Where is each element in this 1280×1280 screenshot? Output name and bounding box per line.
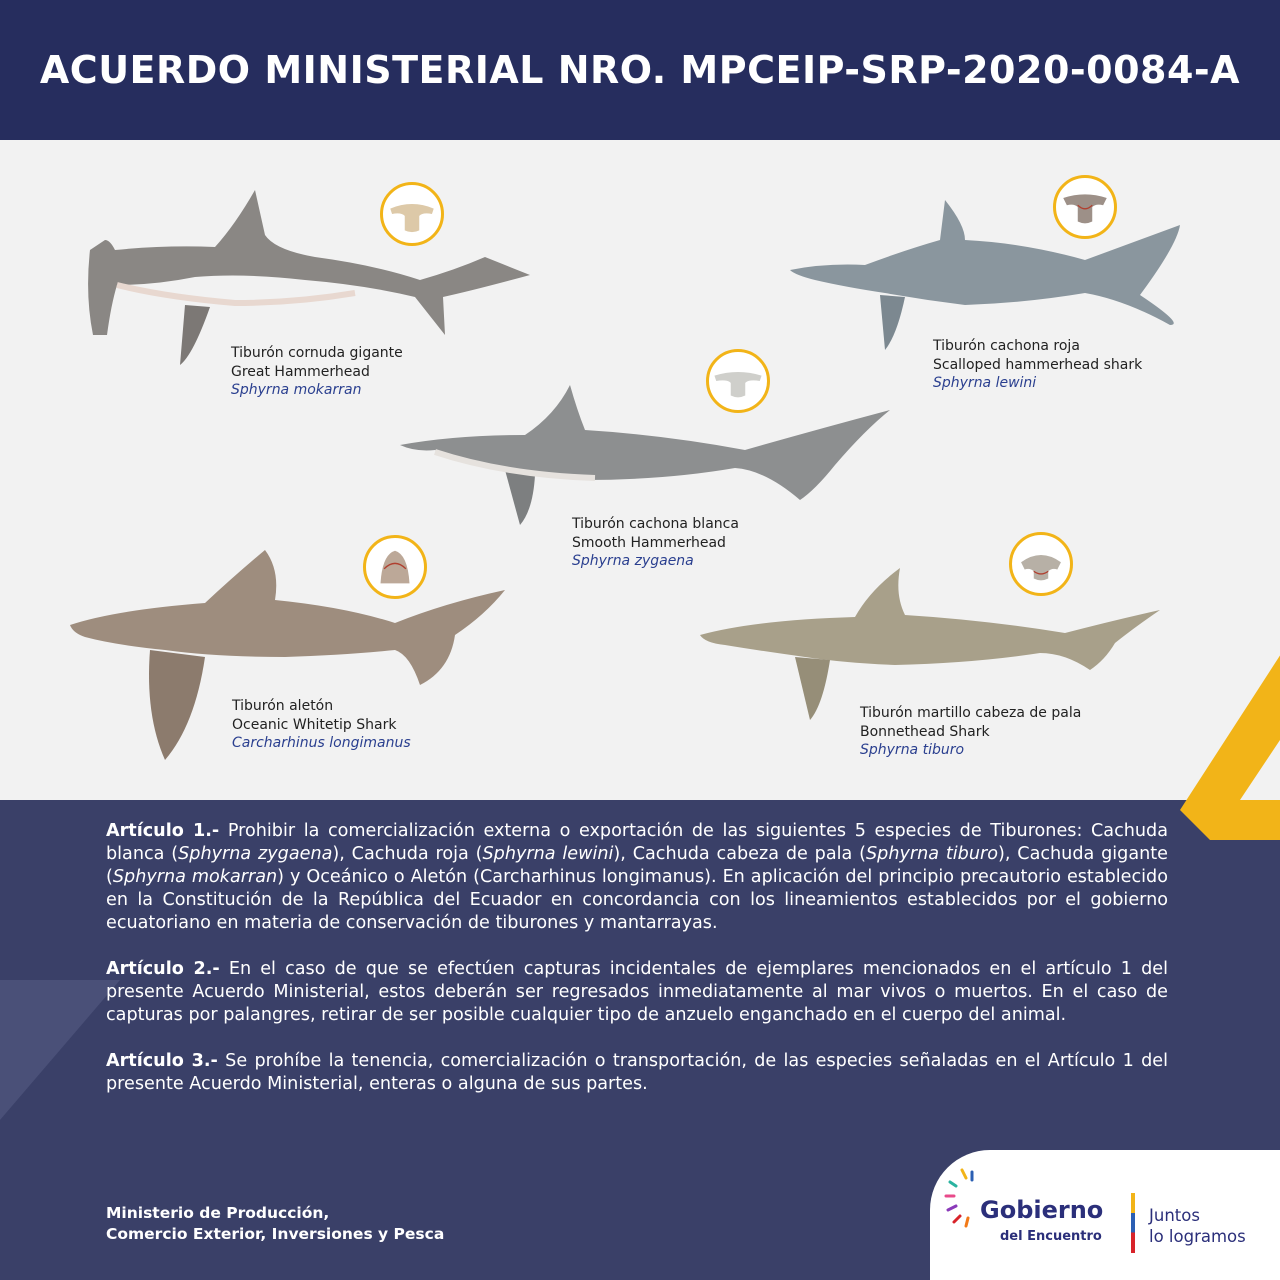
ministry-name — [106, 1203, 444, 1245]
article-text: ), Cachuda gigante ( — [106, 844, 1168, 887]
slogan-line-2: lo logramos — [1149, 1227, 1246, 1246]
species-scientific-name: Sphyrna tiburo — [860, 742, 965, 758]
smooth-hammerhead-head-detail — [706, 349, 770, 413]
species-scientific-name: Carcharhinus longimanus — [232, 735, 411, 751]
article-1-label: Artículo 1.- — [106, 821, 220, 841]
species-panel — [0, 140, 1280, 800]
article-scientific-name: Sphyrna lewini — [482, 844, 614, 864]
article-2-label: Artículo 2.- — [106, 959, 220, 979]
species-caption-smooth-hammerhead — [572, 515, 739, 571]
slogan-line-1: Juntos — [1149, 1206, 1200, 1225]
logo-divider — [1131, 1193, 1135, 1253]
article-2 — [106, 958, 1168, 1027]
articles-section — [106, 820, 1168, 1119]
species-scientific-name: Sphyrna mokarran — [231, 382, 362, 398]
species-scientific-name: Sphyrna zygaena — [572, 553, 694, 569]
oceanic-whitetip-head-detail — [363, 535, 427, 599]
species-common-name-es: Tiburón cornuda gigante — [231, 345, 403, 361]
species-common-name-es: Tiburón martillo cabeza de pala — [860, 705, 1082, 721]
great-hammerhead-head-detail — [380, 182, 444, 246]
article-scientific-name: Sphyrna zygaena — [178, 844, 333, 864]
scalloped-hammerhead-illustration — [785, 195, 1205, 355]
article-1 — [106, 820, 1168, 935]
species-common-name-en: Oceanic Whitetip Shark — [232, 716, 397, 733]
faint-triangle-decoration — [0, 980, 120, 1120]
species-caption-scalloped-hammerhead — [933, 337, 1142, 393]
ministry-line-1: Ministerio de Producción, — [106, 1204, 330, 1222]
ministry-line-2: Comercio Exterior, Inversiones y Pesca — [106, 1225, 445, 1243]
article-scientific-name: Sphyrna tiburo — [865, 844, 998, 864]
gobierno-logo-mark-icon — [942, 1168, 982, 1234]
species-caption-bonnethead — [860, 704, 1081, 760]
species-common-name-es: Tiburón cachona roja — [933, 338, 1080, 354]
species-caption-great-hammerhead — [231, 344, 403, 400]
article-text: En el caso de que se efectúen capturas incidentales de ejemplares mencionados en el artículo 1 del presente Acuerdo Ministerial, estos deberán ser regresados inmediatamente al mar vivos o muertos. En el caso de capturas por palangres, retirar de ser posible cualquier tipo de anzuelo enganchado en el cuerpo del animal. — [106, 959, 1168, 1025]
logo-subtitle: del Encuentro — [1000, 1229, 1102, 1244]
smooth-hammerhead-illustration — [395, 380, 905, 530]
species-common-name-en: Great Hammerhead — [231, 363, 370, 380]
scalloped-hammerhead-head-detail — [1053, 175, 1117, 239]
bonnethead-head-detail — [1009, 532, 1073, 596]
species-common-name-en: Bonnethead Shark — [860, 723, 990, 740]
species-caption-oceanic-whitetip — [232, 697, 411, 753]
logo-slogan — [1149, 1205, 1246, 1247]
yellow-chevron-decoration — [1180, 640, 1280, 840]
page-title: ACUERDO MINISTERIAL NRO. MPCEIP-SRP-2020-0084-A — [39, 48, 1241, 92]
logo-title: Gobierno — [980, 1196, 1104, 1224]
species-scientific-name: Sphyrna lewini — [933, 375, 1037, 391]
article-text: ), Cachuda cabeza de pala ( — [613, 844, 866, 864]
article-text: Se prohíbe la tenencia, comercialización o transportación, de las especies señaladas en el Artículo 1 del presente Acuerdo Ministerial, enteras o alguna de sus partes. — [106, 1051, 1168, 1094]
species-common-name-en: Smooth Hammerhead — [572, 534, 726, 551]
species-common-name-es: Tiburón aletón — [232, 698, 334, 714]
bonnethead-illustration — [695, 565, 1165, 725]
article-text: ), Cachuda roja ( — [332, 844, 483, 864]
species-common-name-en: Scalloped hammerhead shark — [933, 356, 1143, 373]
article-text: ) y Oceánico o Aletón (Carcharhinus longimanus). En aplicación del principio precautorio establecido en la Constitución de la República del Ecuador en concordancia con los lineamientos establecidos por el gobierno ecuatoriano en materia de conservación de tiburones y mantarrayas. — [106, 867, 1168, 933]
article-scientific-name: Sphyrna mokarran — [112, 867, 278, 887]
article-3-label: Artículo 3.- — [106, 1051, 218, 1071]
species-common-name-es: Tiburón cachona blanca — [572, 516, 739, 532]
article-text: Prohibir la comercialización externa o exportación de las siguientes 5 especies de Tiburones: Cachuda blanca ( — [106, 821, 1168, 864]
header-banner — [0, 0, 1280, 140]
article-3 — [106, 1050, 1168, 1096]
